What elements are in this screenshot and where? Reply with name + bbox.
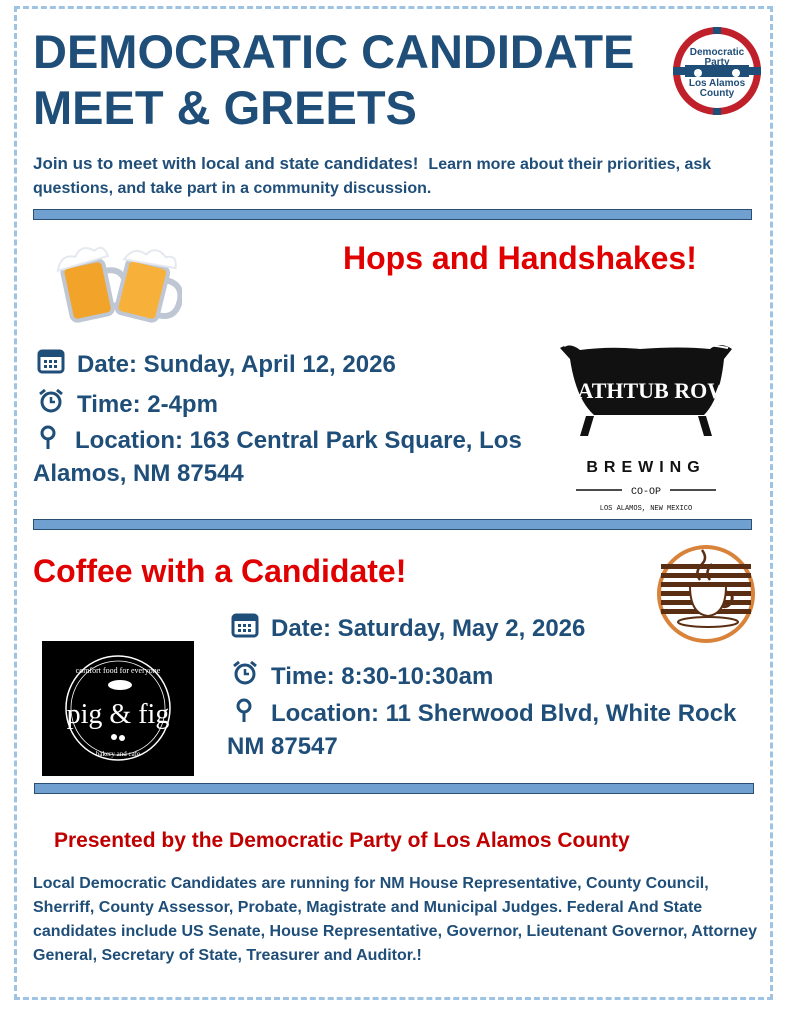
event-1-time-text: Time: 2-4pm	[77, 391, 218, 418]
intro-text	[33, 152, 758, 201]
divider-bar	[33, 209, 752, 220]
candidates-description: Local Democratic Candidates are running for NM House Representative, County Council, Sherriff, County Assessor, Probate, Magistrate and Municipal Judges. Federal And State candidates include US Senate, House Representative, Governor, Lieutenant Governor, Attorney General, Secretary of State, Treasurer and Auditor.!	[33, 875, 758, 964]
alarm-clock-icon	[37, 388, 65, 414]
event-1-date	[37, 348, 396, 379]
bathtub-row-brewing-logo	[556, 340, 736, 515]
title-line-2: MEET & GREETS	[33, 81, 417, 134]
svg-text:comfort food for everyone: comfort food for everyone	[75, 666, 161, 675]
svg-text:BATHTUB ROW: BATHTUB ROW	[562, 378, 730, 403]
event-1-time	[37, 388, 218, 419]
calendar-icon	[37, 348, 65, 374]
svg-text:LOS ALAMOS, NEW MEXICO: LOS ALAMOS, NEW MEXICO	[599, 505, 693, 513]
svg-text:Los Alamos: Los Alamos	[688, 78, 746, 89]
svg-text:CO-OP: CO-OP	[630, 487, 662, 498]
intro-lead: Join us to meet with local and state candidates!	[33, 154, 419, 173]
intro-rest: Learn more about their priorities, ask questions, and take part in a community discussion.	[33, 156, 712, 197]
event-1-location	[33, 424, 553, 490]
location-pin-icon	[233, 697, 255, 723]
presented-by: Presented by the Democratic Party of Los Alamos County	[54, 829, 630, 852]
svg-text:Party: Party	[704, 57, 730, 68]
svg-text:Democratic: Democratic	[689, 47, 745, 58]
event-1-title: Hops and Handshakes!	[343, 240, 697, 276]
party-logo	[671, 25, 763, 117]
alarm-clock-icon	[231, 660, 259, 686]
svg-text:County: County	[699, 88, 735, 99]
event-2-location	[227, 697, 747, 763]
event-2-title: Coffee with a Candidate!	[33, 553, 407, 589]
event-1-date-text: Date: Sunday, April 12, 2026	[77, 351, 396, 378]
title-line-1: DEMOCRATIC CANDIDATE	[33, 25, 635, 78]
page-title	[33, 24, 673, 136]
event-2-date-text: Date: Saturday, May 2, 2026	[271, 615, 586, 642]
calendar-icon	[231, 612, 259, 638]
coffee-cup-icon	[652, 542, 760, 645]
svg-text:bakery and cafe: bakery and cafe	[95, 750, 141, 758]
event-2-location-text: Location: 11 Sherwood Blvd, White Rock NM 87547	[227, 700, 737, 760]
divider-bar	[33, 519, 752, 530]
event-2-date	[231, 612, 585, 643]
svg-text:BREWING: BREWING	[586, 459, 706, 476]
event-2-time	[231, 660, 493, 691]
pig-and-fig-logo	[42, 641, 194, 776]
event-1-location-text: Location: 163 Central Park Square, Los Alamos, NM 87544	[33, 427, 522, 487]
event-2-time-text: Time: 8:30-10:30am	[271, 663, 494, 690]
svg-text:pig & fig: pig & fig	[66, 699, 170, 730]
divider-bar	[34, 783, 754, 794]
beer-mugs-icon	[52, 232, 182, 327]
location-pin-icon	[37, 424, 59, 450]
